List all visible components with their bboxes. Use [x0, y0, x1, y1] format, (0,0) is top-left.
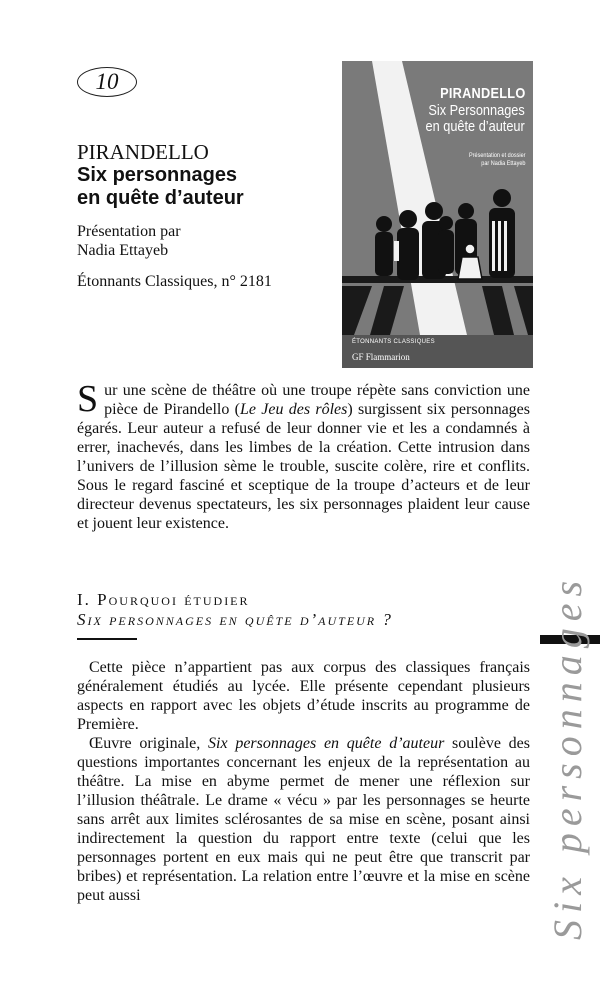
side-running-title: Six personnages: [545, 573, 590, 940]
cover-publisher: GF Flammarion: [352, 352, 410, 362]
intro-text-b: ) surgissent six personnages égarés. Leur auteur a refusé de leur donner vie et les a condamnés à errer, inachevés, dans les limbes de la création. Cette intrusion dans l’univers de l’illusion sème le trouble, suscite colère, rire et conflits. Sous le regard fasciné et sceptique de la troupe d’acteurs et de leur directeur devenus spectateurs, les six personnages plaident leur cause et jouent leur existence.: [77, 401, 531, 532]
drop-cap: S: [77, 378, 99, 420]
cover-title: [426, 103, 525, 135]
cover-footer: [342, 335, 533, 368]
body-paragraph-2-title: Six personnages en quête d’auteur: [208, 735, 445, 752]
cover-presentation-line2: par Nadia Ettayeb: [480, 160, 525, 167]
intro-paragraph: [77, 378, 531, 533]
page-number: 10: [77, 67, 137, 97]
book-title-line1: Six personnages: [77, 164, 238, 186]
book-author: PIRANDELLO: [77, 140, 209, 164]
section-heading-line2: Six personnages en quête d’auteur ?: [77, 610, 393, 629]
cover-series: ÉTONNANTS CLASSIQUES: [352, 339, 435, 345]
cover-presentation: [468, 152, 525, 168]
intro-text-a: ur une scène de théâtre où une troupe répète sans conviction une pièce de Pirandello (: [104, 382, 530, 418]
intro-play-title: Le Jeu des rôles: [239, 401, 348, 418]
collection-info: Étonnants Classiques, n° 2181: [77, 273, 272, 290]
book-cover-image: [342, 61, 533, 368]
heading-rule: [77, 638, 137, 640]
book-info: [77, 140, 317, 291]
cover-title-line2: en quête d’auteur: [425, 118, 525, 135]
section-heading-line1: I. Pourquoi étudier: [77, 590, 250, 609]
body-paragraph-2-start: Œuvre originale,: [89, 735, 209, 752]
cover-title-line1: Six Personnages: [428, 102, 525, 119]
book-title-line2: en quête d’auteur: [77, 187, 244, 209]
cover-author: PIRANDELLO: [439, 85, 525, 102]
presented-label: Présentation par: [77, 223, 181, 240]
section-heading: [77, 590, 477, 630]
presented-by: [77, 222, 317, 260]
presenter-name: Nadia Ettayeb: [77, 242, 169, 259]
body-paragraph-2: [77, 734, 530, 905]
body-paragraph-1: Cette pièce n’appartient pas aux corpus des classiques français généralement étudiés au lycée. Elle présente cependant plusieurs aspects en rapport avec les objets d’étude inscrits au programme de Première.: [77, 659, 530, 733]
cover-presentation-line1: Présentation et dossier: [468, 152, 525, 159]
body-paragraph-2-rest: soulève des questions importantes concernant les enjeux de la représentation au théâtre. La mise en abyme permet de mener une réflexion sur l’illusion théâtrale. Le drame « vécu » par les personnages se heurte sans arrêt aux limites sclérosantes de sa mise en scène, posant ainsi indirectement la question du rapport entre texte (celui que les personnages portent en eux mais qui ne peut être que transcrit par bribes) et représentation. La relation entre l’œuvre et la mise en scène peut aussi: [77, 735, 531, 904]
